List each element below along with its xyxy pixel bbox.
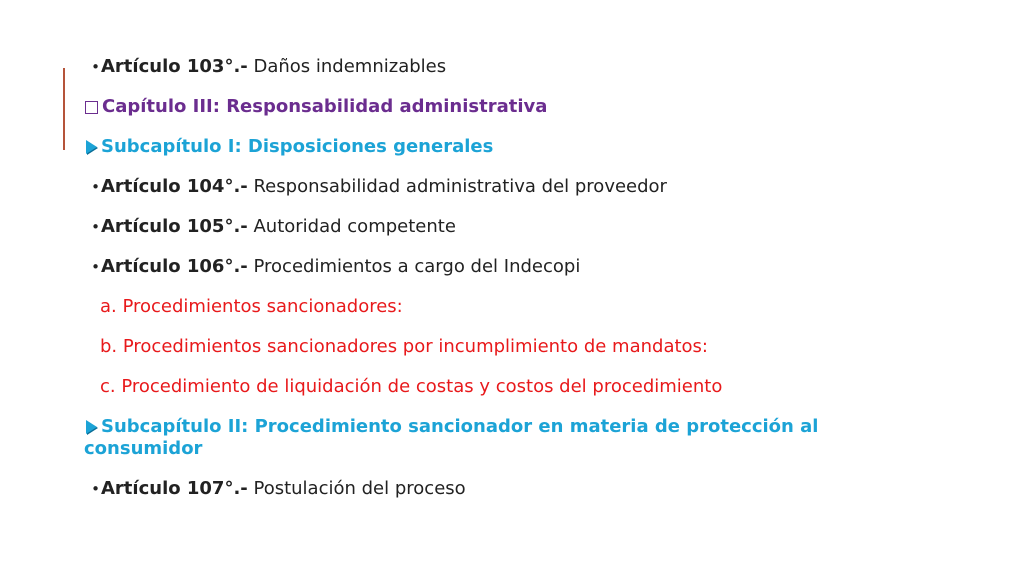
article-number: Artículo 107°.-	[101, 478, 248, 499]
subchapter-title-line2: consumidor	[84, 438, 203, 459]
procedure-text: b. Procedimientos sancionadores por incumplimiento de mandatos:	[100, 336, 709, 357]
subchapter-2	[84, 416, 964, 460]
chapter-heading	[84, 96, 964, 118]
article-title: Daños indemnizables	[247, 56, 447, 77]
procedure-a	[84, 296, 964, 318]
article-title: Procedimientos a cargo del Indecopi	[247, 256, 581, 277]
bullet-icon: •	[91, 258, 100, 276]
chapter-title: Capítulo III: Responsabilidad administrativa	[102, 96, 548, 117]
article-103	[84, 56, 964, 78]
article-number: Artículo 106°.-	[101, 256, 248, 277]
article-title: Responsabilidad administrativa del proveedor	[247, 176, 667, 197]
accent-line	[63, 68, 65, 150]
article-number: Artículo 104°.-	[101, 176, 248, 197]
article-title: Postulación del proceso	[247, 478, 466, 499]
arrow-right-icon	[86, 140, 97, 154]
slide-content	[84, 56, 964, 518]
bullet-icon: •	[91, 178, 100, 196]
procedure-c	[84, 376, 964, 398]
checkbox-square-icon	[85, 101, 98, 114]
subchapter-title: Subcapítulo I: Disposiciones generales	[101, 136, 494, 157]
arrow-right-icon	[86, 420, 97, 434]
bullet-icon: •	[91, 58, 100, 76]
article-105	[84, 216, 964, 238]
subchapter-1	[84, 136, 964, 158]
article-106	[84, 256, 964, 278]
article-104	[84, 176, 964, 198]
article-title: Autoridad competente	[247, 216, 456, 237]
article-number: Artículo 103°.-	[101, 56, 248, 77]
subchapter-title-line1: Subcapítulo II: Procedimiento sancionador en materia de protección al	[101, 416, 819, 437]
bullet-icon: •	[91, 480, 100, 498]
procedure-text: a. Procedimientos sancionadores:	[100, 296, 403, 317]
procedure-text: c. Procedimiento de liquidación de costas y costos del procedimiento	[100, 376, 723, 397]
bullet-icon: •	[91, 218, 100, 236]
procedure-b	[84, 336, 964, 358]
article-number: Artículo 105°.-	[101, 216, 248, 237]
article-107	[84, 478, 964, 500]
